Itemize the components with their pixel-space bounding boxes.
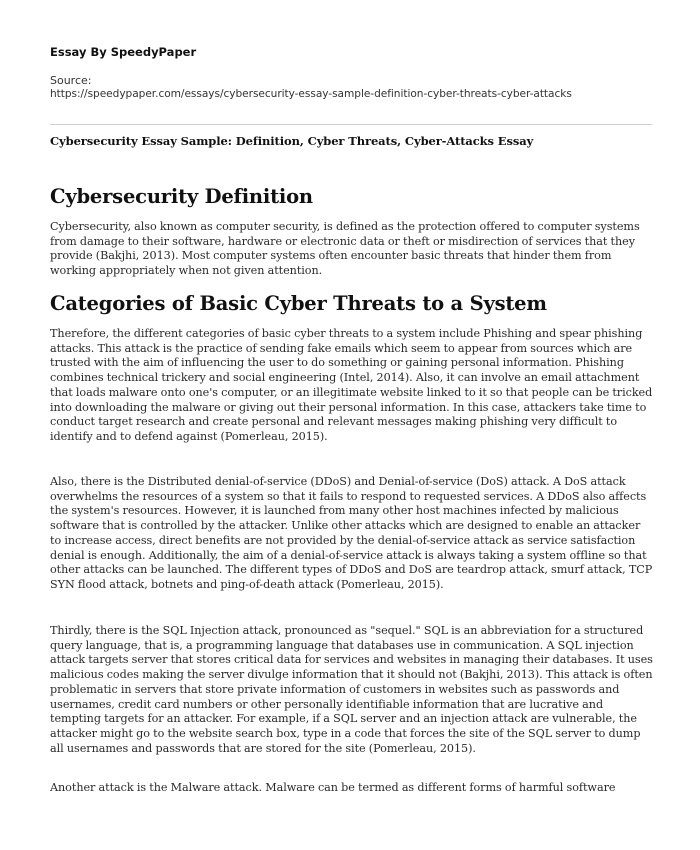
divider [50,124,652,125]
brand-title: Essay By SpeedyPaper [50,45,197,59]
section-heading-categories: Categories of Basic Cyber Threats to a System [50,292,547,315]
paragraph: Cybersecurity, also known as computer security, is defined as the protection offered to computer systems from damage to their software, hardware or electronic data or theft or misdirection of services that they provide (Bakjhi, 2013). Most computer systems often encounter basic threats that hinder them from working appropriately when not given attention. [50,220,640,278]
document-title: Cybersecurity Essay Sample: Definition, Cyber Threats, Cyber-Attacks Essay [50,134,534,148]
paragraph: Another attack is the Malware attack. Malware can be termed as different forms of harmful software [50,781,616,794]
source-url[interactable]: https://speedypaper.com/essays/cybersecurity-essay-sample-definition-cyber-threats-cyber-attacks [50,88,572,100]
paragraph: Also, there is the Distributed denial-of-service (DDoS) and Denial-of-service (DoS) attack. A DoS attack overwhelms the resources of a system so that it fails to respond to requested services. A DDoS also affects the system's resources. However, it is launched from many other host machines infected by malicious software that is controlled by the attacker. Unlike other attacks which are designed to enable an attacker to increase access, direct benefits are not provided by the denial-of-service attack as service satisfaction denial is enough. Additionally, the aim of a denial-of-service attack is always taking a system offline so that other attacks can be launched. The different types of DDoS and DoS are teardrop attack, smurf attack, TCP SYN flood attack, botnets and ping-of-death attack (Pomerleau, 2015). [50,475,653,591]
paragraph: Therefore, the different categories of basic cyber threats to a system include Phishing and spear phishing attacks. This attack is the practice of sending fake emails which seem to appear from sources which are trusted with the aim of influencing the user to do something or gaining personal information. Phishing combines technical trickery and social engineering (Intel, 2014). Also, it can involve an email attachment that loads malware onto one's computer, or an illegitimate website linked to it so that people can be tricked into downloading the malware or giving out their personal information. In this case, attackers take time to conduct target research and create personal and relevant messages making phishing very difficult to identify and to defend against (Pomerleau, 2015). [50,327,653,443]
section-heading-definition: Cybersecurity Definition [50,185,313,208]
source-label: Source: [50,74,92,87]
paragraph: Thirdly, there is the SQL Injection attack, pronounced as "sequel." SQL is an abbreviation for a structured query language, that is, a programming language that databases use in communication. A SQL injection attack targets server that stores critical data for services and websites in managing their databases. It uses malicious codes making the server divulge information that it should not (Bakjhi, 2013). This attack is often problematic in servers that store private information of customers in websites such as passwords and usernames, credit card numbers or other personally identifiable information that are lucrative and tempting targets for an attacker. For example, if a SQL server and an injection attack are vulnerable, the attacker might go to the website search box, type in a code that forces the site of the SQL server to dump all usernames and passwords that are stored for the site (Pomerleau, 2015). [50,624,653,755]
